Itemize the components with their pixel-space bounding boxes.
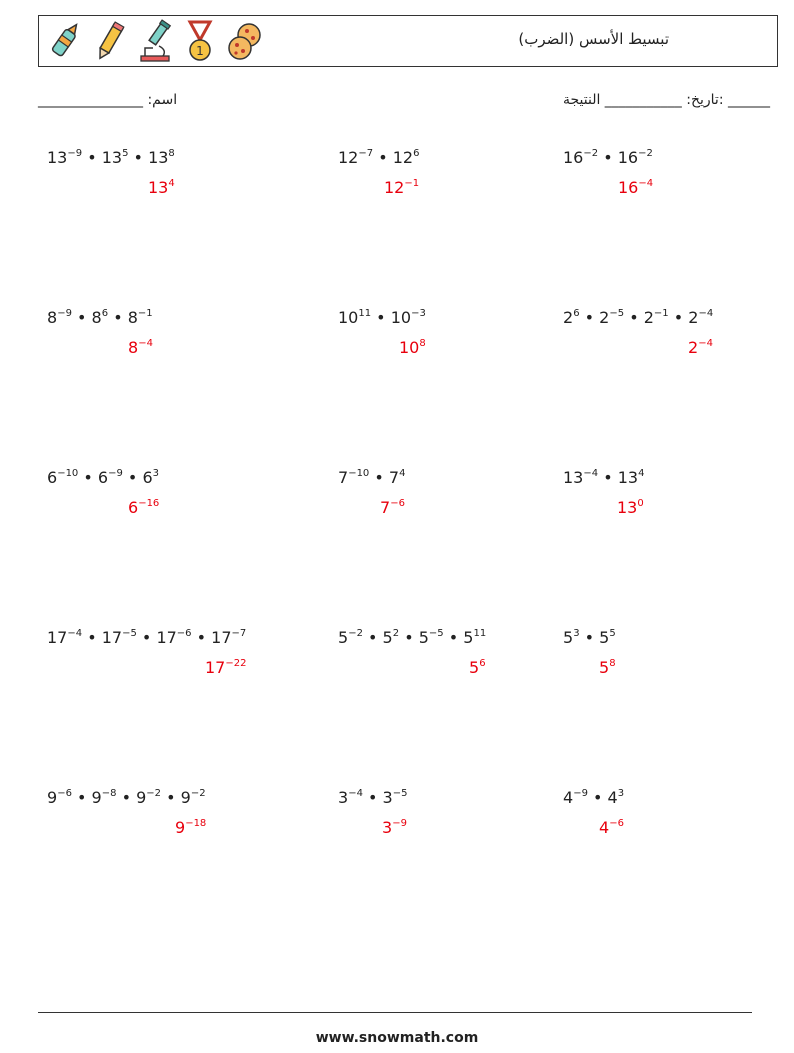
multiply-dot: • [71, 308, 92, 327]
exponent: −16 [138, 498, 160, 509]
exponent: −2 [146, 788, 162, 799]
problem-expression [47, 468, 159, 487]
multiply-dot: • [82, 628, 102, 647]
multiply-dot: • [78, 468, 98, 487]
exponent: 4 [168, 178, 175, 189]
problem-answer [380, 498, 405, 517]
base: 17 [205, 658, 226, 677]
base: 13 [148, 148, 169, 167]
multiply-dot: • [373, 148, 393, 167]
problem-expression [338, 308, 426, 327]
base: 17 [156, 628, 177, 647]
base: 3 [382, 818, 393, 837]
exponent: −5 [428, 628, 444, 639]
multiply-dot: • [136, 628, 157, 647]
name-field: اسم: _______________ [38, 92, 178, 108]
base: 6 [97, 468, 109, 487]
exponent: −4 [138, 338, 153, 349]
problem-answer [688, 338, 713, 357]
problem-expression [563, 468, 644, 487]
base: 13 [563, 468, 584, 487]
exponent: 5 [609, 628, 616, 639]
multiply-dot: • [128, 148, 149, 167]
exponent: −6 [176, 628, 192, 639]
multiply-dot: • [598, 468, 618, 487]
problem-answer [618, 178, 653, 197]
base: 17 [47, 628, 68, 647]
exponent: 0 [637, 498, 644, 509]
exponent: −4 [638, 178, 654, 189]
exponent: 6 [479, 658, 486, 669]
exponent: −6 [609, 818, 624, 829]
exponent: 8 [419, 338, 426, 349]
problem-answer [128, 498, 159, 517]
base: 13 [617, 498, 638, 517]
exponent: −1 [653, 308, 669, 319]
exponent: −5 [609, 308, 625, 319]
multiply-dot: • [668, 308, 689, 327]
base: 6 [142, 468, 153, 487]
base: 2 [688, 308, 699, 327]
exponent: −6 [390, 498, 405, 509]
base: 8 [128, 338, 139, 357]
exponent: 11 [473, 628, 487, 639]
medal-icon [182, 18, 218, 64]
exponent: −9 [67, 148, 83, 159]
base: 9 [136, 788, 147, 807]
exponent: −8 [101, 788, 117, 799]
date-result-field: ______ :تاريخ: ___________ النتيجة [562, 92, 770, 108]
problem-answer [599, 818, 624, 837]
base: 8 [127, 308, 138, 327]
multiply-dot: • [443, 628, 464, 647]
highlighter-icon [47, 18, 83, 64]
problem-answer [175, 818, 206, 837]
problem-answer [148, 178, 175, 197]
base: 4 [563, 788, 574, 807]
base: 5 [418, 628, 429, 647]
base: 9 [180, 788, 191, 807]
exponent: −2 [190, 788, 206, 799]
exponent: −4 [348, 788, 363, 799]
exponent: −9 [392, 818, 407, 829]
problem-answer [128, 338, 153, 357]
multiply-dot: • [362, 788, 383, 807]
base: 2 [643, 308, 654, 327]
base: 7 [338, 468, 349, 487]
problem-expression [47, 308, 153, 327]
problem-expression [338, 468, 405, 487]
multiply-dot: • [82, 148, 102, 167]
multiply-dot: • [579, 308, 600, 327]
base: 2 [599, 308, 610, 327]
exponent: −9 [57, 308, 72, 319]
problem-expression [563, 148, 653, 167]
multiply-dot: • [579, 628, 600, 647]
exponent: −10 [57, 468, 79, 479]
exponent: −10 [348, 468, 370, 479]
exponent: 8 [609, 658, 616, 669]
multiply-dot: • [161, 788, 181, 807]
exponent: 5 [122, 148, 129, 159]
base: 17 [101, 628, 123, 647]
base: 2 [563, 308, 574, 327]
exponent: −2 [583, 148, 599, 159]
problem-expression [47, 788, 206, 807]
exponent: −22 [225, 658, 247, 669]
base: 5 [599, 628, 610, 647]
base: 17 [211, 628, 232, 647]
exponent: −1 [404, 178, 420, 189]
base: 12 [384, 178, 405, 197]
base: 5 [463, 628, 474, 647]
problem-expression [47, 148, 175, 167]
worksheet-header [38, 15, 778, 67]
exponent: 6 [413, 148, 420, 159]
base: 13 [101, 148, 123, 167]
base: 5 [382, 628, 393, 647]
base: 12 [338, 148, 359, 167]
base: 10 [399, 338, 420, 357]
base: 16 [563, 148, 584, 167]
multiply-dot: • [122, 468, 143, 487]
exponent: −4 [698, 338, 713, 349]
exponent: −4 [67, 628, 83, 639]
base: 3 [338, 788, 349, 807]
base: 6 [128, 498, 139, 517]
exponent: −7 [231, 628, 247, 639]
exponent: 6 [101, 308, 109, 319]
exponent: −9 [108, 468, 123, 479]
base: 13 [148, 178, 169, 197]
problem-expression [338, 628, 486, 647]
exponent: −3 [411, 308, 426, 319]
base: 10 [338, 308, 359, 327]
svg-text:1: 1 [196, 44, 204, 58]
base: 4 [607, 788, 618, 807]
exponent: −2 [348, 628, 363, 639]
exponent: 3 [152, 468, 160, 479]
exponent: −5 [392, 788, 408, 799]
exponent: −4 [583, 468, 599, 479]
exponent: −9 [573, 788, 588, 799]
problem-answer [384, 178, 419, 197]
problem-expression [47, 628, 246, 647]
base: 7 [388, 468, 400, 487]
exponent: 4 [399, 468, 406, 479]
exponent: 3 [617, 788, 625, 799]
exponent: 6 [573, 308, 580, 319]
exponent: −4 [698, 308, 714, 319]
problem-expression [563, 308, 713, 327]
base: 9 [47, 788, 58, 807]
base: 13 [47, 148, 68, 167]
base: 16 [618, 178, 639, 197]
base: 6 [47, 468, 58, 487]
exponent: −1 [137, 308, 153, 319]
base: 9 [91, 788, 102, 807]
base: 10 [390, 308, 412, 327]
exponent: 11 [358, 308, 372, 319]
base: 7 [380, 498, 391, 517]
cookies-icon [227, 18, 263, 64]
pencil-icon [92, 18, 128, 64]
base: 13 [617, 468, 639, 487]
exponent: −5 [122, 628, 137, 639]
base: 5 [469, 658, 480, 677]
header-icons [47, 18, 263, 64]
problem-answer [205, 658, 246, 677]
problem-expression [563, 628, 616, 647]
multiply-dot: • [598, 148, 618, 167]
exponent: −2 [638, 148, 653, 159]
base: 5 [338, 628, 349, 647]
base: 5 [563, 628, 574, 647]
problem-expression [338, 148, 419, 167]
base: 4 [599, 818, 610, 837]
multiply-dot: • [191, 628, 212, 647]
microscope-icon [137, 18, 173, 64]
multiply-dot: • [71, 788, 92, 807]
exponent: −7 [358, 148, 374, 159]
problem-expression [338, 788, 407, 807]
exponent: 3 [573, 628, 580, 639]
problem-answer [599, 658, 616, 677]
multiply-dot: • [624, 308, 644, 327]
base: 2 [688, 338, 699, 357]
problem-answer [469, 658, 486, 677]
exponent: 2 [392, 628, 400, 639]
multiply-dot: • [587, 788, 608, 807]
multiply-dot: • [399, 628, 419, 647]
problem-answer [382, 818, 407, 837]
base: 8 [47, 308, 58, 327]
multiply-dot: • [108, 308, 128, 327]
footer-divider [38, 1012, 752, 1013]
base: 9 [175, 818, 186, 837]
multiply-dot: • [369, 468, 389, 487]
base: 8 [91, 308, 102, 327]
base: 12 [392, 148, 414, 167]
problem-answer [399, 338, 426, 357]
multiply-dot: • [362, 628, 383, 647]
base: 16 [617, 148, 639, 167]
exponent: −6 [57, 788, 72, 799]
base: 3 [382, 788, 393, 807]
multiply-dot: • [116, 788, 137, 807]
problem-expression [563, 788, 624, 807]
exponent: 8 [168, 148, 175, 159]
exponent: 4 [638, 468, 645, 479]
worksheet-title: تبسيط الأسس (الضرب) [518, 30, 669, 48]
base: 5 [599, 658, 610, 677]
footer-url: www.snowmath.com [315, 1030, 479, 1046]
multiply-dot: • [371, 308, 391, 327]
exponent: −18 [185, 818, 207, 829]
problem-answer [617, 498, 644, 517]
